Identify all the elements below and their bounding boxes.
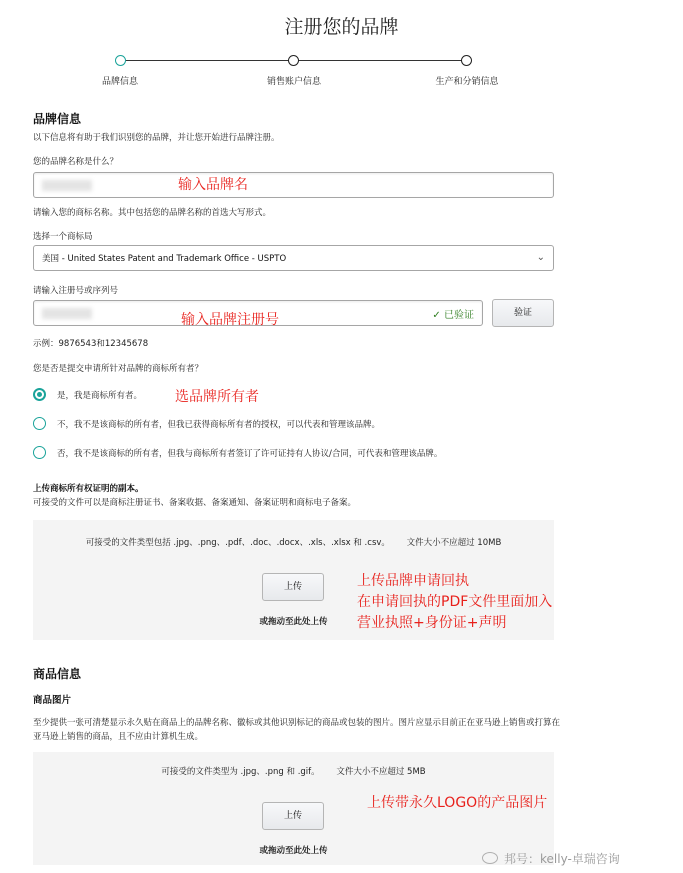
proof-upload-button[interactable]: 上传 <box>262 573 324 601</box>
proof-filetypes: 可接受的文件类型包括 .jpg、.png、.pdf、.doc、.docx、.xls、.xlsx 和 .csv。 <box>85 538 390 548</box>
proof-drag-text: 或拖动至此处上传 <box>259 617 328 627</box>
trademark-office-select[interactable] <box>33 245 554 271</box>
redacted-registration-number <box>42 308 92 319</box>
brand-info-intro: 以下信息将有助于我们识别您的品牌，并让您开始进行品牌注册。 <box>33 133 280 143</box>
step-label-brand-info: 品牌信息 <box>101 77 139 87</box>
product-upload-button[interactable]: 上传 <box>262 802 324 830</box>
proof-heading: 上传商标所有权证明的副本。 <box>33 484 144 494</box>
radio-unchecked-icon[interactable] <box>33 446 46 459</box>
watermark <box>482 850 620 867</box>
proof-annotation-line-2: 在申请回执的PDF文件里面加入 <box>357 594 553 610</box>
product-info-heading: 商品信息 <box>33 667 82 681</box>
owner-question: 您是否是提交申请所针对品牌的商标所有者？ <box>33 364 204 374</box>
product-size-limit: 文件大小不应超过 5MB <box>336 767 426 777</box>
verify-button[interactable]: 验证 <box>492 299 554 327</box>
watermark-text: 邦号：kelly-卓瑞咨询 <box>504 852 620 866</box>
check-icon: ✓ <box>432 310 441 321</box>
brand-name-question: 您的品牌名称是什么？ <box>33 157 119 167</box>
brand-name-help: 请输入您的商标名称。其中包括您的品牌名称的首选大写形式。 <box>33 208 272 218</box>
product-drag-text: 或拖动至此处上传 <box>259 846 328 856</box>
verified-label: 已验证 <box>444 310 474 321</box>
trademark-office-value: 美国 - United States Patent and Trademark Office - USPTO <box>42 254 287 264</box>
step-dot-brand-info <box>115 55 126 66</box>
product-upload-annotation: 上传带永久LOGO的产品图片 <box>367 795 548 811</box>
verified-status <box>432 306 474 321</box>
proof-annotation-line-1: 上传品牌申请回执 <box>357 573 469 589</box>
step-dot-manufacturing <box>461 55 472 66</box>
brand-info-heading: 品牌信息 <box>33 112 82 126</box>
owner-option-authorized-label: 不，我不是该商标的所有者，但我已获得商标所有者的授权，可以代表和管理该品牌。 <box>57 420 381 430</box>
proof-size-limit: 文件大小不应超过 10MB <box>406 538 502 548</box>
progress-stepper <box>0 54 683 94</box>
owner-annotation: 选品牌所有者 <box>175 389 259 405</box>
step-label-seller-account: 销售账户信息 <box>266 77 322 87</box>
proof-help: 可接受的文件可以是商标注册证书、备案收据、备案通知、备案证明和商标电子备案。 <box>33 498 357 508</box>
owner-option-yes-label: 是，我是商标所有者。 <box>57 391 143 401</box>
wechat-icon <box>482 852 498 864</box>
radio-unchecked-icon[interactable] <box>33 417 46 430</box>
product-image-heading: 商品图片 <box>33 695 72 706</box>
owner-option-licensee-label: 否，我不是该商标的所有者，但我与商标所有者签订了许可证持有人协议/合同，可代表和管理该品牌。 <box>57 449 443 459</box>
registration-number-label: 请输入注册号或序列号 <box>33 286 119 296</box>
brand-name-annotation: 输入品牌名 <box>178 177 248 193</box>
registration-number-annotation: 输入品牌注册号 <box>181 312 279 328</box>
proof-file-info <box>33 536 554 548</box>
chevron-down-icon: ⌄ <box>536 252 545 263</box>
product-file-info <box>33 765 554 777</box>
trademark-office-label: 选择一个商标局 <box>33 232 93 242</box>
brand-name-input[interactable] <box>33 172 554 198</box>
redacted-brand-name <box>42 180 92 191</box>
step-label-manufacturing: 生产和分销信息 <box>435 77 499 87</box>
product-image-help: 至少提供一张可清楚显示永久贴在商品上的品牌名称、徽标或其他识别标记的商品或包装的图片。图片应显示目前正在亚马逊上销售或打算在亚马逊上销售的商品，且不应由计算机生成。 <box>33 718 561 742</box>
step-dot-seller-account <box>288 55 299 66</box>
radio-checked-icon[interactable] <box>33 388 46 401</box>
registration-example: 示例：9876543和12345678 <box>33 339 149 349</box>
product-filetypes: 可接受的文件类型为 .jpg、.png 和 .gif。 <box>161 767 320 777</box>
page-title: 注册您的品牌 <box>284 16 399 38</box>
proof-annotation-line-3: 营业执照+身份证+声明 <box>357 615 507 631</box>
